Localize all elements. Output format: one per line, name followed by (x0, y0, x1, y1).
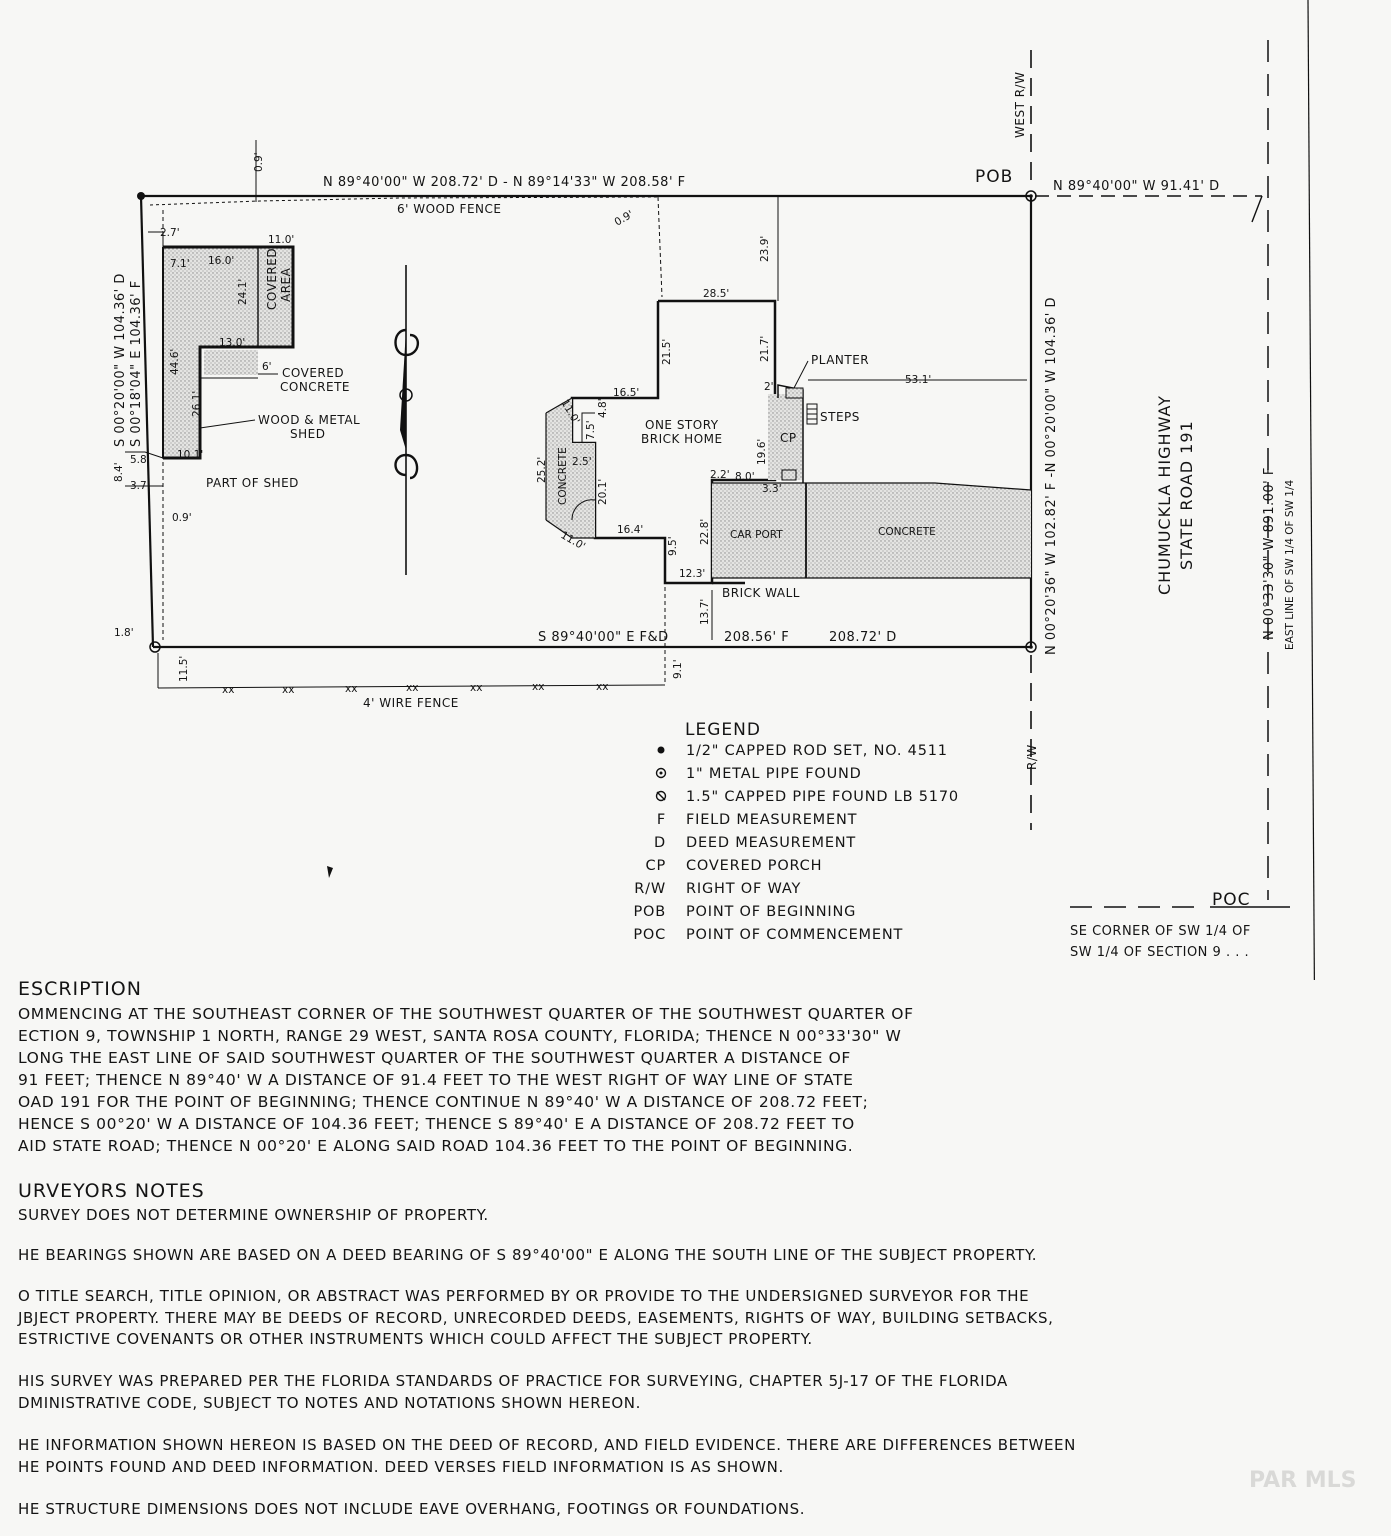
dim-label: 44.6' (169, 348, 181, 375)
legend-text-0: 1/2" CAPPED ROD SET, NO. 4511 (686, 743, 948, 759)
covered-concrete-label-2: CONCRETE (280, 380, 351, 394)
dim-label: 16.5' (613, 387, 640, 399)
west-boundary-deed: S 00°20'00" W 104.36' D (113, 273, 128, 447)
dim-label: 28.5' (703, 288, 730, 300)
svg-text:xx: xx (282, 684, 295, 696)
se-corner-line-1: SE CORNER OF SW 1/4 OF (1070, 924, 1251, 939)
legend-text-4: DEED MEASUREMENT (686, 835, 857, 851)
pob-extension-bearing: N 89°40'00" W 91.41' D (1053, 179, 1220, 194)
legend-text-1: 1" METAL PIPE FOUND (686, 766, 862, 782)
legend-text-7: POINT OF BEGINNING (686, 904, 857, 920)
dim-label: 21.5' (661, 338, 673, 365)
description-line: LONG THE EAST LINE OF SAID SOUTHWEST QUARTER OF THE SOUTHWEST QUARTER A DISTANCE OF (18, 1049, 851, 1067)
svg-text:xx: xx (532, 681, 545, 693)
north-boundary-bearing: N 89°40'00" W 208.72' D - N 89°14'33" W 208.58' F (323, 175, 686, 190)
west-boundary-field: S 00°18'04" E 104.36' F (129, 280, 144, 447)
house-structure (546, 196, 1031, 640)
dim-label: 10.1' (177, 449, 204, 461)
legend-code-7: POB (633, 904, 666, 920)
description-line: ECTION 9, TOWNSHIP 1 NORTH, RANGE 29 WEST, SANTA ROSA COUNTY, FLORIDA; THENCE N 00°33'30" W (18, 1027, 902, 1045)
cp-label: CP (780, 431, 797, 445)
north-arrow-icon (396, 265, 418, 575)
description-line: OMMENCING AT THE SOUTHEAST CORNER OF THE SOUTHWEST QUARTER OF THE SOUTHWEST QUARTER OF (18, 1005, 914, 1023)
dim-label: 23.9' (759, 235, 771, 262)
south-boundary-field: 208.56' F (724, 630, 790, 645)
road-name-1: CHUMUCKLA HIGHWAY (1155, 394, 1174, 595)
note-line: O TITLE SEARCH, TITLE OPINION, OR ABSTRACT WAS PERFORMED BY OR PROVIDE TO THE UNDERSIGNED SURVEYOR FOR THE (18, 1287, 1030, 1305)
dim-label: 6' (262, 361, 272, 373)
dim-label: 25.2' (536, 456, 548, 483)
dim-label: 19.6' (756, 438, 768, 465)
shed-leader (200, 420, 255, 428)
legend-text-3: FIELD MEASUREMENT (686, 812, 858, 828)
legend-code-6: R/W (634, 881, 666, 897)
east-boundary-bearing: N 00°20'36" W 102.82' F -N 00°20'00" W 104.36' D (1044, 296, 1059, 655)
dim-label: 24.1' (237, 278, 249, 305)
poc-label: POC (1212, 890, 1251, 910)
note-line: ESTRICTIVE COVENANTS OR OTHER INSTRUMENTS WHICH COULD AFFECT THE SUBJECT PROPERTY. (18, 1330, 813, 1348)
road-name-2: STATE ROAD 191 (1177, 420, 1196, 570)
steps-label: STEPS (820, 410, 860, 424)
dim-label: 0.9' (253, 152, 265, 172)
east-line-label: EAST LINE OF SW 1/4 OF SW 1/4 (1284, 479, 1296, 650)
dim-label: 0.9' (172, 512, 192, 524)
dim-label: 2.5' (572, 456, 592, 468)
svg-text:xx: xx (345, 683, 358, 695)
page-edge-line (1308, 0, 1318, 980)
dim-label: 20.1' (597, 478, 609, 505)
dim-label: 3.7' (130, 480, 150, 492)
home-label-1: ONE STORY (645, 418, 719, 432)
fence-line-mid (658, 197, 662, 297)
dim-label: 16.4' (617, 524, 644, 536)
description-line: AID STATE ROAD; THENCE N 00°20' E ALONG SAID ROAD 104.36 FEET TO THE POINT OF BEGINNING. (18, 1137, 854, 1155)
pipe-found-se-center (1029, 645, 1033, 649)
home-label-2: BRICK HOME (641, 432, 723, 446)
dim-label: 5.8' (130, 454, 150, 466)
rod-set-nw (137, 192, 145, 200)
legend-title: LEGEND (685, 720, 761, 740)
pob-extension-tick (1252, 196, 1262, 222)
shed-label-1: WOOD & METAL (258, 413, 361, 427)
brick-wall-label: BRICK WALL (722, 586, 800, 600)
note-line: JBJECT PROPERTY. THERE MAY BE DEEDS OF RECORD, UNRECORDED DEEDS, EASEMENTS, RIGHTS OF WAY, BUILDING SETBACKS, (18, 1309, 1054, 1327)
notes-title: URVEYORS NOTES (18, 1180, 205, 1202)
dim-label: 8.4' (113, 462, 125, 482)
dim-label: 2.2' (710, 469, 730, 481)
legend-text-5: COVERED PORCH (686, 858, 823, 874)
covered-area-label-2: AREA (279, 267, 293, 302)
dim-label: 11.0' (268, 234, 295, 246)
rod-set-icon (658, 747, 665, 754)
note-line: DMINISTRATIVE CODE, SUBJECT TO NOTES AND NOTATIONS SHOWN HEREON. (18, 1394, 641, 1412)
concrete-vertical-label: CONCRETE (557, 447, 569, 505)
dim-label: 9.1' (672, 659, 684, 679)
dim-label: 2' (764, 381, 774, 393)
dim-label: 16.0' (208, 255, 235, 267)
watermark-logo: PAR MLS (1249, 1468, 1357, 1493)
dim-label: 53.1' (905, 374, 932, 386)
rw-label: R/W (1025, 744, 1039, 770)
wire-fence-marks (222, 681, 608, 696)
pipe-found-ne-center (1029, 194, 1033, 198)
dim-label: 7.1' (170, 258, 190, 270)
note-line: SURVEY DOES NOT DETERMINE OWNERSHIP OF PROPERTY. (18, 1206, 489, 1224)
legend-code-3: F (656, 812, 666, 828)
dim-label: 13.0' (219, 337, 246, 349)
dim-label: 2.7' (160, 227, 180, 239)
dim-label: 3.3' (762, 483, 782, 495)
dim-label: 7.5' (585, 420, 597, 440)
dim-label: 0.9' (612, 208, 636, 229)
svg-text:xx: xx (406, 682, 419, 694)
dim-label: 21.7' (759, 335, 771, 362)
covered-area-label-1: COVERED (265, 247, 279, 310)
description-line: 91 FEET; THENCE N 89°40' W A DISTANCE OF 91.4 FEET TO THE WEST RIGHT OF WAY LINE OF STATE (18, 1071, 854, 1089)
shed-label-2: SHED (290, 427, 326, 441)
dimensions (113, 152, 931, 682)
stray-mark (327, 866, 333, 878)
wire-fence-label: 4' WIRE FENCE (363, 696, 459, 710)
note-line: HE BEARINGS SHOWN ARE BASED ON A DEED BEARING OF S 89°40'00" E ALONG THE SOUTH LINE OF THE SUBJECT PROPERTY. (18, 1246, 1038, 1264)
description-line: HENCE S 00°20' W A DISTANCE OF 104.36 FEET; THENCE S 89°40' E A DISTANCE OF 208.72 FEET TO (18, 1115, 855, 1133)
metal-pipe-icon-center (660, 772, 663, 775)
note-line: HIS SURVEY WAS PREPARED PER THE FLORIDA STANDARDS OF PRACTICE FOR SURVEYING, CHAPTER 5J-17 OF THE FLORIDA (18, 1372, 1008, 1390)
car-port-label: CAR PORT (730, 529, 783, 541)
covered-concrete-label-1: COVERED (282, 366, 345, 380)
note-line: HE STRUCTURE DIMENSIONS DOES NOT INCLUDE EAVE OVERHANG, FOOTINGS OR FOUNDATIONS. (18, 1500, 806, 1518)
dim-label: 11.0' (558, 529, 588, 553)
road-label (1155, 395, 1196, 595)
south-boundary-deed: 208.72' D (829, 630, 897, 645)
dim-label: 13.7' (699, 598, 711, 625)
note-line: HE INFORMATION SHOWN HEREON IS BASED ON THE DEED OF RECORD, AND FIELD EVIDENCE. THERE ARE DIFFERENCES BETWEEN (18, 1436, 1076, 1454)
svg-text:xx: xx (222, 684, 235, 696)
legend-code-5: CP (645, 858, 666, 874)
concrete-label: CONCRETE (878, 526, 936, 538)
dim-label: 11.5' (178, 655, 190, 682)
legend-code-4: D (654, 835, 666, 851)
planter-leader (794, 361, 808, 388)
description-title: ESCRIPTION (18, 978, 142, 1000)
dim-label: 9.5' (667, 536, 679, 556)
dim-label: 11.0' (558, 397, 582, 427)
legend-text-6: RIGHT OF WAY (686, 881, 802, 897)
pob-label: POB (975, 167, 1014, 187)
legend-text-2: 1.5" CAPPED PIPE FOUND LB 5170 (686, 789, 959, 805)
note-line: HE POINTS FOUND AND DEED INFORMATION. DEED VERSES FIELD INFORMATION IS AS SHOWN. (18, 1458, 784, 1476)
dim-label: 8.0' (735, 471, 755, 483)
dim-label: 1.8' (114, 627, 134, 639)
wood-fence-label: 6' WOOD FENCE (397, 202, 502, 216)
se-corner-line-2: SW 1/4 OF SECTION 9 . . . (1070, 945, 1250, 960)
part-of-shed-label: PART OF SHED (206, 476, 299, 490)
legend-text-8: POINT OF COMMENCEMENT (686, 927, 904, 943)
west-rw-label: WEST R/W (1013, 71, 1027, 138)
dim-label: 12.3' (679, 568, 706, 580)
dim-label: 22.8' (699, 518, 711, 545)
dim-label: 26.1' (191, 390, 203, 417)
east-line-bearing: N 00°33'30" W 891.00' F (1262, 467, 1277, 640)
south-boundary-bearing: S 89°40'00" E F&D (538, 630, 669, 645)
dim-label: 4.8' (597, 398, 609, 418)
svg-text:xx: xx (596, 681, 609, 693)
legend (633, 720, 959, 943)
planter-label: PLANTER (811, 353, 870, 367)
svg-text:xx: xx (470, 682, 483, 694)
legend-code-8: POC (633, 927, 666, 943)
description-line: OAD 191 FOR THE POINT OF BEGINNING; THENCE CONTINUE N 89°40' W A DISTANCE OF 208.72 FEET; (18, 1093, 869, 1111)
